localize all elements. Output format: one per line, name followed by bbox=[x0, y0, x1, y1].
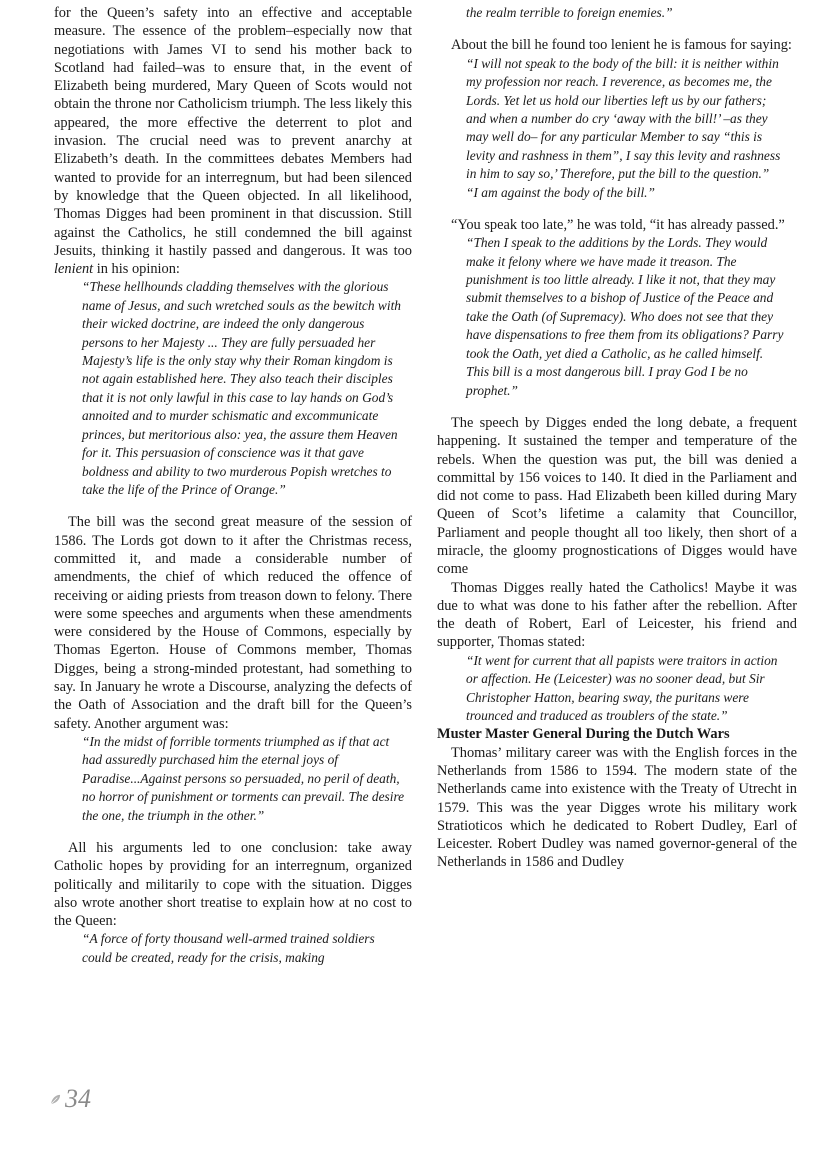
block-quote: “I am against the body of the bill.” bbox=[466, 184, 655, 200]
paragraph: “You speak too late,” he was told, “it has already passed.” bbox=[451, 216, 785, 233]
paragraph-text: for the Queen’s safety into an effective and acceptable measure. The essence of the problem–especially now that negotiations with James VI to send his mother back to Scotland had failed–was to ensure that, in the event of Elizabeth being murdered, Mary Queen of Scots would not obtain the throne nor Catholicism triumph. The less likely this appeared, the more effective the deterrent to plot and invasion. The crucial need was to prevent anarchy at Elizabeth’s death. In the committees debates Members had wanted to provide for an interregnum, but had been silenced by knowledge that the Queen objected. In all likelihood, Thomas Digges had been prominent in that discussion. Still against the Catholics, he still condemned the bill against Jesuits, thinking it hastily passed and dangerous. It was too bbox=[54, 5, 412, 259]
paragraph-text: in his opinion: bbox=[93, 261, 180, 278]
emphasis: lenient bbox=[54, 261, 94, 278]
right-column bbox=[437, 4, 797, 872]
block-quote-continued: the realm terrible to foreign enemies.” bbox=[466, 5, 673, 20]
page-number: 34 bbox=[65, 1084, 91, 1113]
paragraph: The bill was the second great measure of the session of 1586. The Lords got down to it after the Christmas recess, committed it, and made a considerable number of amendments, the chief of which reduced the offence of receiving or aiding priests from treason down to felony. There were some speeches and arguments when these amendments were considered by the House of Commons, especially by Thomas Egerton. House of Commons member, Thomas Digges, being a strong-minded protestant, had something to say. In January he wrote a Discourse, analyzing the defects of the Oath of Association and the draft bill for the Queen’s safety. Another argument was: bbox=[54, 514, 412, 732]
section-heading: Muster Master General During the Dutch Wars bbox=[437, 726, 730, 743]
paragraph: All his arguments led to one conclusion: take away Catholic hopes by providing for an interregnum, organized politically and militarily to cope with the situation. Digges also wrote another short treatise to explain how at no cost to the Queen: bbox=[54, 839, 412, 930]
block-quote: “A force of forty thousand well-armed trained soldiers could be created, ready for the crisis, making bbox=[82, 931, 375, 965]
block-quote: “Then I speak to the additions by the Lords. They would make it felony where we have made it treason. The punishment is too little already. I like it not, that they may submit themselves to a bishop of Justice of the Peace and take the Oath (of Supremacy). Who does not see that they have dispensations to free them from its obligations? Parry took the Oath, yet died a Catholic, as he called himself. This bill is a most dangerous bill. I pray God I be no prophet.” bbox=[466, 235, 784, 398]
page-footer bbox=[50, 1086, 91, 1112]
paragraph: Thomas Digges really hated the Catholics! Maybe it was due to what was done to his father after the rebellion. After the death of Robert, Earl of Leicester, his friend and supporter, Thomas stated: bbox=[437, 579, 797, 651]
paragraph bbox=[54, 4, 412, 278]
paragraph: About the bill he found too lenient he is famous for saying: bbox=[451, 37, 792, 54]
paragraph: The speech by Digges ended the long debate, a frequent happening. It sustained the temper and temperature of the rebels. When the question was put, the bill was denied a committal by 156 voices to 140. It died in the Parliament and did not come to pass. Had Elizabeth been killed during Mary Queen of Scot’s lifetime a calamity that Councillor, Parliament and people thought all too likely, then short of a miracle, the gloomy prognostications of Digges would have come bbox=[437, 414, 797, 578]
block-quote: “These hellhounds cladding themselves with the glorious name of Jesus, and such wretched souls as the bewitch with their wicked doctrine, are indeed the only dangerous persons to her Majesty ... They are fully persuaded her Majesty’s life is the only stay why their Roman kingdom is not again established here. They also teach their disciples that it is not only lawful in this case to lay hands on God’s annoited and to murder schismatic and excommunicate princes, but meritorious also: yea, the assure them Heaven for it. This persuasion of conscience was it that gave boldness and ability to two murderous Popish wretches to take the life of the Prince of Orange.” bbox=[82, 279, 401, 497]
block-quote: “It went for current that all papists were traitors in action or affection. He (Leicester) was no sooner dead, but Sir Christopher Hatton, bearing sway, the puritans were trounced and traduced as troublers of the state.” bbox=[466, 652, 778, 723]
block-quote: “I will not speak to the body of the bill: it is neither within my profession nor reach. I reverence, as becomes me, the Lords. Yet let us hold our liberties left us by our fathers; and when a number do cry ‘away with the bill!’ –as they may well do– for any particular Member to say “this is levity and rashness in them”, I say this levity and rashness in him to say so,’ Therefore, put the bill to the question.” bbox=[466, 55, 781, 182]
left-column bbox=[54, 4, 412, 967]
block-quote: “In the midst of forrible torments triumphed as if that act had assuredly purchased him the eternal joys of Paradise...Against persons so persuaded, no peril of death, no horror of punishment or torments can prevail. The desire the one, the triumph in the other.” bbox=[82, 733, 405, 823]
leaf-ornament-icon bbox=[50, 1094, 61, 1105]
paragraph: Thomas’ military career was with the English forces in the Netherlands from 1586 to 1594. The modern state of the Netherlands came into existence with the Treaty of Utrecht in 1579. This was the year Digges wrote his military work Stratioticos which he dedicated to Robert Dudley, Earl of Leicester. Robert Dudley was named governor-general of the Netherlands in 1586 and Dudley bbox=[437, 744, 797, 871]
